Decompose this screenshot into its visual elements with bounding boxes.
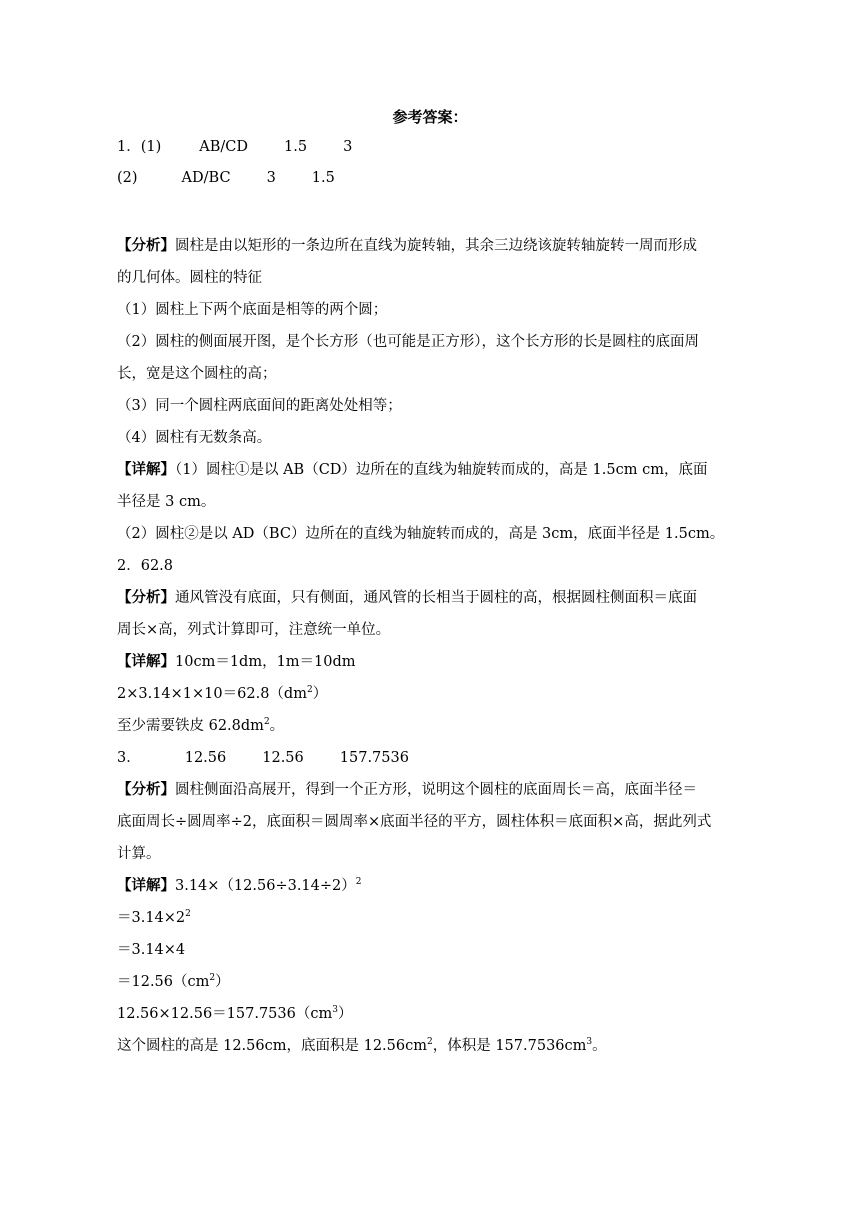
q2-analysis-line2: 周长×高，列式计算即可，注意统一单位。 [117, 622, 391, 638]
q2-detail-line3 [117, 714, 284, 735]
q1-answer-a3: 3 [343, 139, 353, 155]
q2-calc-end: ） [312, 686, 328, 702]
q2-detail-text: 10cm＝1dm，1m＝10dm [175, 654, 356, 670]
q1-feature-1: （1）圆柱上下两个底面是相等的两个圆； [117, 302, 388, 318]
q2-detail-line2 [117, 682, 327, 703]
analysis-tag: 【分析】 [117, 237, 175, 254]
q3-conclusion-a: 这个圆柱的高是 12.56cm，底面积是 12.56cm [117, 1038, 427, 1054]
q3-analysis-text: 圆柱侧面沿高展开，得到一个正方形，说明这个圆柱的底面周长＝高，底面半径＝ [175, 782, 697, 798]
q3-conclusion-b: ，体积是 157.7536cm [432, 1038, 587, 1054]
analysis-tag: 【分析】 [117, 589, 175, 606]
q1-detail-line1 [117, 458, 707, 479]
q1-detail-line2: 半径是 3 cm。 [117, 494, 216, 510]
q3-answer-a2: 12.56 [262, 750, 304, 766]
q3-analysis-line3: 计算。 [117, 846, 161, 862]
q3-step-5-end: ） [337, 1006, 353, 1022]
q3-step-4 [117, 970, 230, 991]
q3-step-5-text: 12.56×12.56＝157.7536（cm [117, 1006, 333, 1022]
q3-label: 3． [117, 750, 141, 766]
q2-calc: 2×3.14×1×10＝62.8（dm [117, 686, 307, 702]
q1-analysis-line1 [117, 234, 697, 255]
q1-sub-label: (2) [117, 170, 138, 186]
detail-tag: 【详解】 [117, 461, 175, 478]
q3-answer-a3: 157.7536 [339, 750, 409, 766]
q1-answer-a1: AB/CD [199, 139, 248, 155]
q2-answer: 2．62.8 [117, 558, 174, 574]
page-title: 参考答案： [392, 108, 468, 126]
q3-conclusion-c: 。 [592, 1038, 607, 1054]
q3-step-4-text: ＝12.56（cm [117, 974, 210, 990]
exponent: 2 [306, 685, 313, 696]
q2-conclusion-end: 。 [269, 718, 285, 734]
q1-feature-2a: （2）圆柱的侧面展开图，是个长方形（也可能是正方形），这个长方形的长是圆柱的底面周 [117, 334, 699, 350]
q3-analysis-line2: 底面周长÷圆周率÷2，底面积＝圆周率×底面半径的平方，圆柱体积＝底面积×高，据此列式 [117, 814, 712, 830]
exponent: 2 [355, 877, 362, 888]
q1-analysis-line2: 的几何体。圆柱的特征 [117, 270, 262, 286]
q1-answers-line2 [117, 170, 335, 186]
q3-step-5 [117, 1002, 352, 1023]
q3-step-4-end: ） [215, 974, 230, 990]
q1-feature-4: （4）圆柱有无数条高。 [117, 430, 272, 446]
q3-step-3: ＝3.14×4 [117, 942, 186, 958]
q2-detail-line1 [117, 650, 356, 671]
exponent: 3 [332, 1005, 338, 1016]
q1-answers-line1 [117, 135, 352, 156]
q3-step-2-text: ＝3.14×2 [117, 910, 186, 926]
analysis-tag: 【分析】 [117, 781, 175, 798]
q1-feature-3: （3）同一个圆柱两底面间的距离处处相等； [117, 398, 402, 414]
q1-feature-2b: 长，宽是这个圆柱的高； [117, 366, 277, 382]
q1-detail-text: （1）圆柱①是以 AB（CD）边所在的直线为轴旋转而成的，高是 1.5cm cm，底面 [175, 462, 708, 478]
q1-answer-b2: 3 [266, 170, 276, 186]
exponent: 2 [263, 717, 270, 728]
q1-answer-b1: AD/BC [181, 170, 231, 186]
q3-conclusion [117, 1034, 607, 1055]
q1-detail-line3: （2）圆柱②是以 AD（BC）边所在的直线为轴旋转而成的，高是 3cm，底面半径是 1.5cm。 [117, 526, 725, 542]
q1-answer-a2: 1.5 [284, 139, 308, 155]
q3-analysis-line1 [117, 778, 697, 799]
q2-conclusion: 至少需要铁皮 62.8dm [117, 718, 264, 734]
q2-analysis-line1 [117, 586, 697, 607]
q3-detail-text: 3.14×（12.56÷3.14÷2） [175, 878, 356, 894]
q2-analysis-text: 通风管没有底面，只有侧面，通风管的长相当于圆柱的高，根据圆柱侧面积＝底面 [175, 590, 697, 606]
q1-answer-b3: 1.5 [311, 170, 335, 186]
exponent: 3 [586, 1037, 593, 1048]
exponent: 2 [209, 973, 216, 984]
q3-answer-a1: 12.56 [184, 750, 227, 766]
q1-label: 1．(1) [117, 139, 162, 155]
exponent: 2 [185, 909, 191, 920]
q3-answers [117, 746, 409, 767]
exponent: 2 [426, 1037, 433, 1048]
q3-detail-line1 [117, 874, 362, 895]
q3-step-2 [117, 906, 191, 927]
q1-analysis-text: 圆柱是由以矩形的一条边所在直线为旋转轴，其余三边绕该旋转轴旋转一周而形成 [175, 238, 697, 254]
detail-tag: 【详解】 [117, 653, 175, 670]
detail-tag: 【详解】 [117, 877, 175, 894]
